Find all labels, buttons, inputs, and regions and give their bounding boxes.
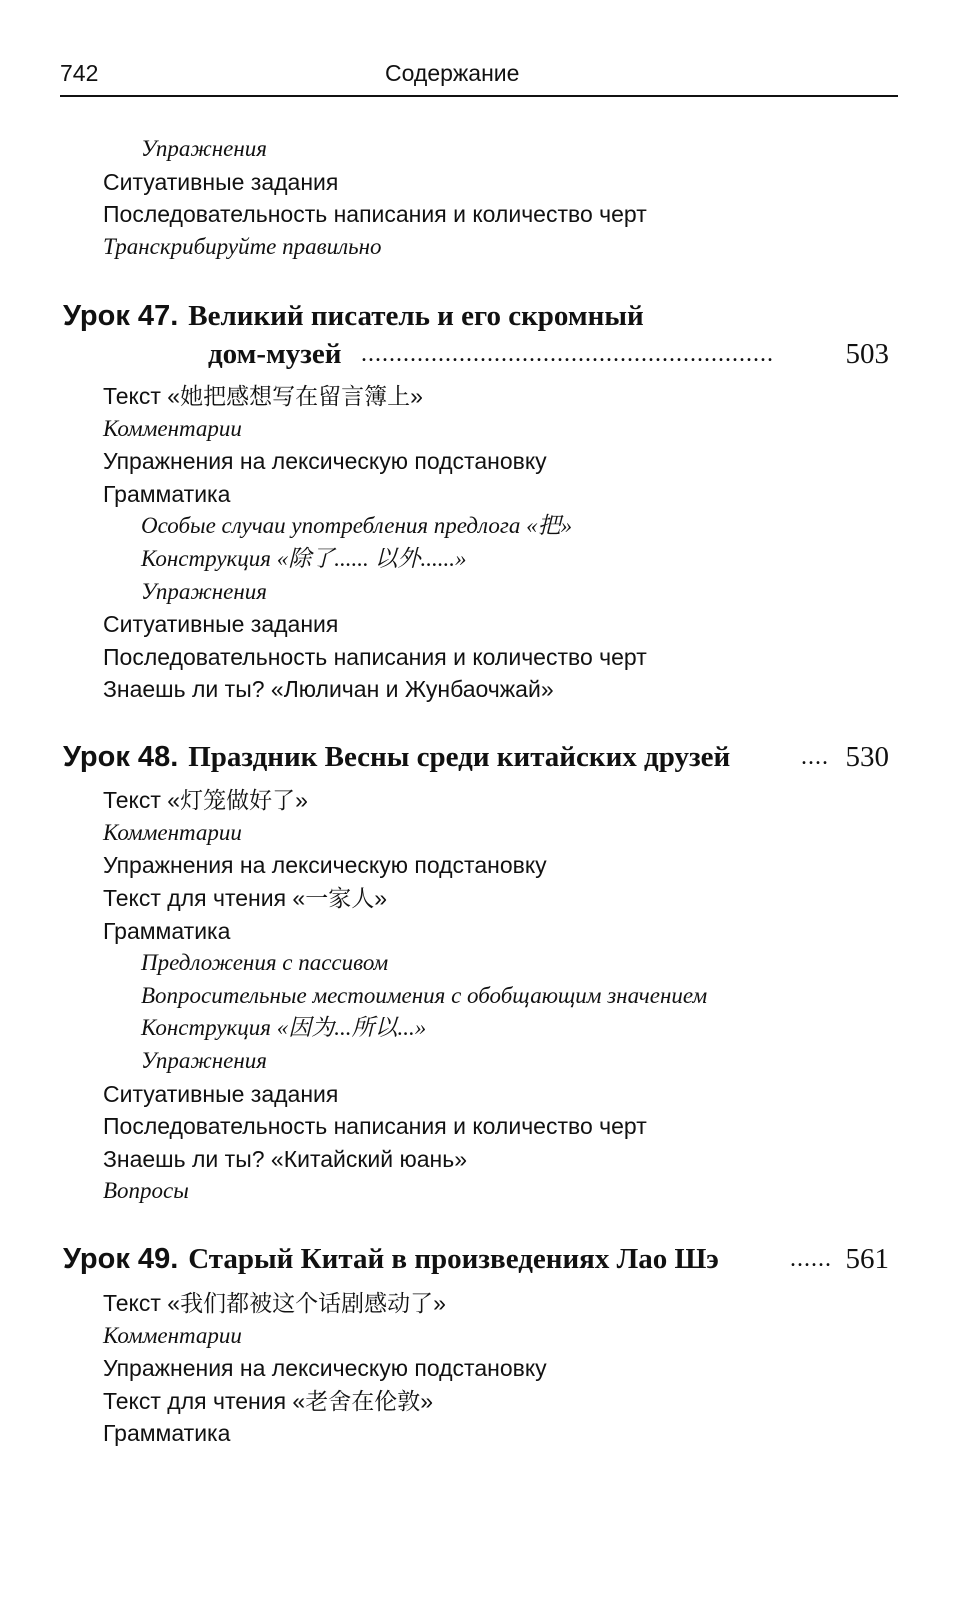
lesson-number: Урок 48. (63, 741, 179, 773)
toc-entry: Текст для чтения «老舍在伦敦» (103, 1388, 434, 1414)
lesson-title: Великий писатель и его скромный (188, 300, 644, 332)
page-title: Содержание (385, 60, 520, 86)
toc-entry: Знаешь ли ты? «Китайский юань» (103, 1146, 468, 1172)
toc-entry: Ситуативные задания (103, 611, 339, 637)
lesson-title-continuation: дом-музей (208, 338, 342, 370)
lesson-page-number: 561 (845, 1243, 889, 1275)
toc-entry: Знаешь ли ты? «Люличан и Жунбаочжай» (103, 676, 554, 702)
toc-entry: Ситуативные задания (103, 1081, 339, 1107)
leader-dots: .... (801, 744, 829, 770)
toc-entry: Упражнения на лексическую подстановку (103, 1355, 547, 1381)
lesson-page-number: 503 (845, 338, 889, 370)
lesson-heading (63, 297, 889, 335)
toc-entry: Грамматика (103, 1420, 231, 1446)
toc-entry: Текст «灯笼做好了» (103, 787, 308, 813)
toc-subentry: Упражнения (141, 136, 267, 161)
toc-entry: Последовательность написания и количество черт (103, 201, 647, 227)
toc-entry: Текст для чтения «一家人» (103, 885, 388, 911)
toc-subentry: Конструкция «除了...... 以外......» (141, 546, 467, 571)
running-head (60, 58, 898, 92)
toc-entry: Упражнения на лексическую подстановку (103, 852, 547, 878)
leader-dots: ........................................................... (361, 341, 774, 367)
toc-subentry: Конструкция «因为...所以...» (141, 1015, 427, 1040)
toc-entry: Последовательность написания и количество черт (103, 644, 647, 670)
toc-entry: Последовательность написания и количество черт (103, 1113, 647, 1139)
lesson-number: Урок 49. (63, 1243, 179, 1275)
toc-entry: Комментарии (103, 820, 242, 845)
toc-entry: Грамматика (103, 481, 231, 507)
lesson-heading (63, 738, 889, 776)
lesson-heading-continuation (63, 335, 889, 373)
toc-subentry: Особые случаи употребления предлога «把» (141, 513, 573, 538)
toc-subentry: Упражнения (141, 579, 267, 604)
page-number: 742 (60, 60, 99, 86)
toc-entry: Комментарии (103, 416, 242, 441)
leader-dots: ...... (790, 1246, 832, 1272)
lesson-title: Праздник Весны среди китайских друзей (188, 741, 731, 773)
toc-entry: Ситуативные задания (103, 169, 339, 195)
toc-entry: Вопросы (103, 1178, 189, 1203)
toc-entry: Упражнения на лексическую подстановку (103, 448, 547, 474)
toc-entry: Текст «我们都被这个话剧感动了» (103, 1290, 446, 1316)
toc-subentry: Предложения с пассивом (141, 950, 389, 975)
toc-entry: Текст «她把感想写在留言簿上» (103, 383, 423, 409)
header-rule (60, 95, 898, 97)
lesson-title: Старый Китай в произведениях Лао Шэ (188, 1243, 719, 1275)
toc-entry: Транскрибируйте правильно (103, 234, 382, 259)
toc-subentry: Вопросительные местоимения с обобщающим значением (141, 983, 708, 1008)
toc-entry: Грамматика (103, 918, 231, 944)
toc-entry: Комментарии (103, 1323, 242, 1348)
lesson-page-number: 530 (845, 741, 889, 773)
lesson-heading (63, 1240, 889, 1278)
lesson-number: Урок 47. (63, 300, 179, 332)
toc-subentry: Упражнения (141, 1048, 267, 1073)
